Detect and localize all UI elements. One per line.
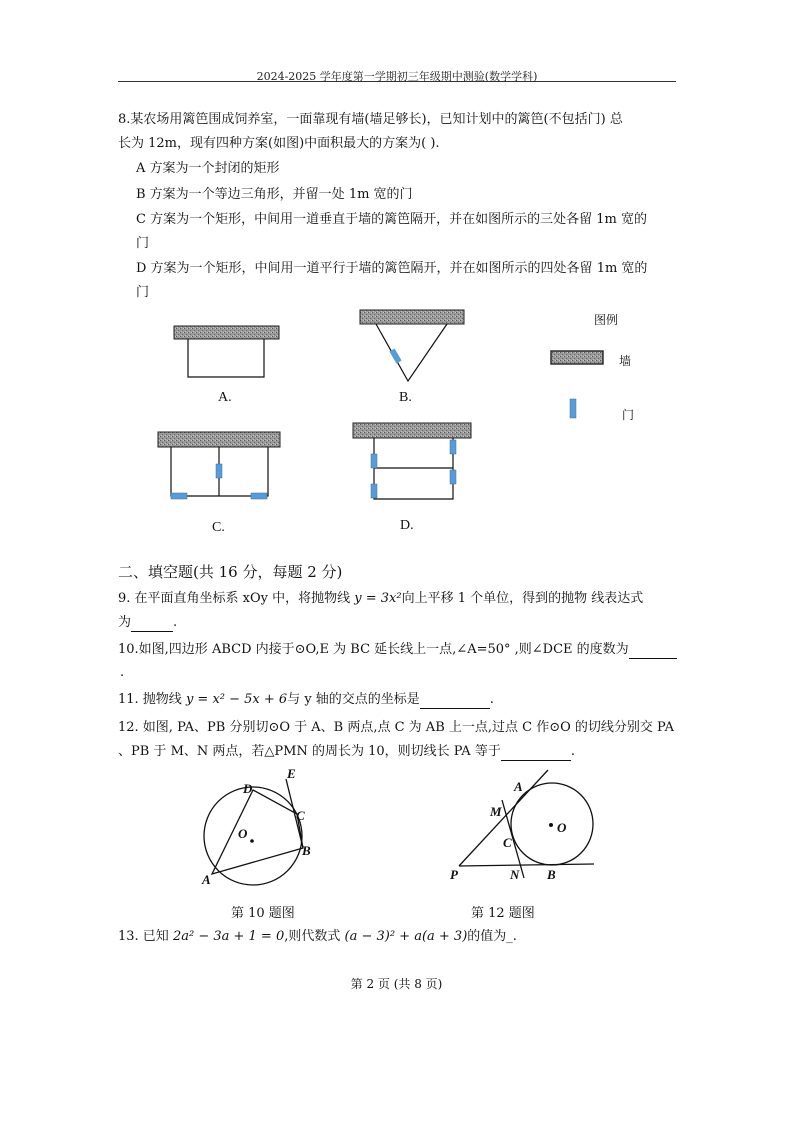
q8-option-d-line1: D 方案为一个矩形，中间用一道平行于墙的篱笆隔开，并在如图所示的四处各留 1m 宽的 bbox=[136, 261, 648, 276]
q10-dot: . bbox=[120, 665, 125, 680]
fig12-caption: 第 12 题图 bbox=[471, 906, 535, 921]
fig12-label-m: M bbox=[490, 804, 502, 819]
legend-title: 图例 bbox=[594, 313, 619, 327]
q10-text: 10.如图,四边形 ABCD 内接于⊙O,E 为 BC 延长线上一点,∠A=50° ,则∠DCE 的度数为 bbox=[118, 642, 629, 657]
q11-post: 与 y 轴的交点的坐标是 bbox=[287, 692, 420, 707]
fig10-caption: 第 10 题图 bbox=[231, 906, 295, 921]
q8-line2: 长为 12m，现有四种方案(如图)中面积最大的方案为( ). bbox=[118, 136, 440, 151]
q13-mid: ,则代数式 bbox=[284, 929, 345, 944]
diagram-c-caption: C. bbox=[212, 520, 225, 535]
fig12-label-a: A bbox=[514, 779, 523, 794]
fig12-label-n: N bbox=[510, 867, 520, 882]
q8-option-c-line2: 门 bbox=[136, 236, 150, 251]
q13-formula-2: (a − 3)² + a(a + 3) bbox=[344, 929, 468, 944]
fig12-line-pb bbox=[459, 864, 594, 866]
q8-option-a: A 方案为一个封闭的矩形 bbox=[136, 161, 280, 176]
q8-option-c-line1: C 方案为一个矩形，中间用一道垂直于墙的篱笆隔开，并在如图所示的三处各留 1m 宽的 bbox=[136, 212, 647, 227]
q13-post: 的值为_. bbox=[467, 929, 517, 944]
q9-post: 向上平移 1 个单位，得到的抛物 线表达式 bbox=[401, 591, 644, 606]
q9-line2-text: 为 bbox=[118, 615, 132, 630]
q9-line2: 为 . bbox=[118, 615, 178, 630]
diagram-d-caption: D. bbox=[400, 518, 414, 533]
q9-formula: y = 3x² bbox=[354, 591, 402, 606]
fig12-line-pa bbox=[459, 770, 548, 866]
q12-line1: 12. 如图, PA、PB 分别切⊙O 于 A、B 两点,点 C 为 AB 上一点,过点 C 作⊙O 的切线分别交 PA bbox=[118, 720, 674, 735]
fig10-label-d: D bbox=[243, 781, 253, 796]
legend-wall-label: 墙 bbox=[619, 354, 632, 368]
q13-pre: 13. 已知 bbox=[118, 929, 173, 944]
page-footer: 第 2 页 (共 8 页) bbox=[350, 977, 443, 991]
section-2-title: 二、填空题(共 16 分，每题 2 分) bbox=[118, 563, 343, 581]
q8-option-d-line2: 门 bbox=[136, 285, 150, 300]
diagram-b-caption: B. bbox=[399, 390, 412, 405]
fig12-center-dot bbox=[549, 823, 553, 827]
q8-line1: 8.某农场用篱笆围成饲养室，一面靠现有墙(墙足够长)，已知计划中的篱笆(不包括门) 总 bbox=[118, 112, 623, 127]
fig10-label-e: E bbox=[287, 766, 296, 781]
legend-door-label: 门 bbox=[622, 408, 635, 422]
q11-formula: y = x² − 5x + 6 bbox=[185, 692, 288, 707]
fig12-label-p: P bbox=[450, 867, 458, 882]
fig10-label-o: O bbox=[238, 826, 248, 841]
fig10-label-c: C bbox=[296, 808, 305, 823]
page-header: 2024-2025 学年度第一学期初三年级期中测验(数学学科) bbox=[256, 70, 538, 83]
q12-line2-text: 、PB 于 M、N 两点，若△PMN 的周长为 10，则切线长 PA 等于 bbox=[118, 744, 501, 759]
fig12-label-c: C bbox=[503, 835, 512, 850]
q8-option-b: B 方案为一个等边三角形，并留一处 1m 宽的门 bbox=[136, 187, 413, 202]
fig12-label-o: O bbox=[557, 820, 567, 835]
q13-formula-1: 2a² − 3a + 1 = 0 bbox=[172, 929, 285, 944]
q13-line bbox=[118, 928, 517, 946]
diagram-a-caption: A. bbox=[218, 390, 232, 405]
q11-end: . bbox=[489, 692, 494, 707]
q12-end: . bbox=[570, 744, 575, 759]
fig10-label-a: A bbox=[202, 872, 211, 887]
fig10-label-b: B bbox=[302, 843, 311, 858]
q11-pre: 11. 抛物线 bbox=[118, 692, 186, 707]
q9-pre: 9. 在平面直角坐标系 xOy 中，将抛物线 bbox=[118, 591, 355, 606]
fig12-label-b: B bbox=[547, 867, 556, 882]
